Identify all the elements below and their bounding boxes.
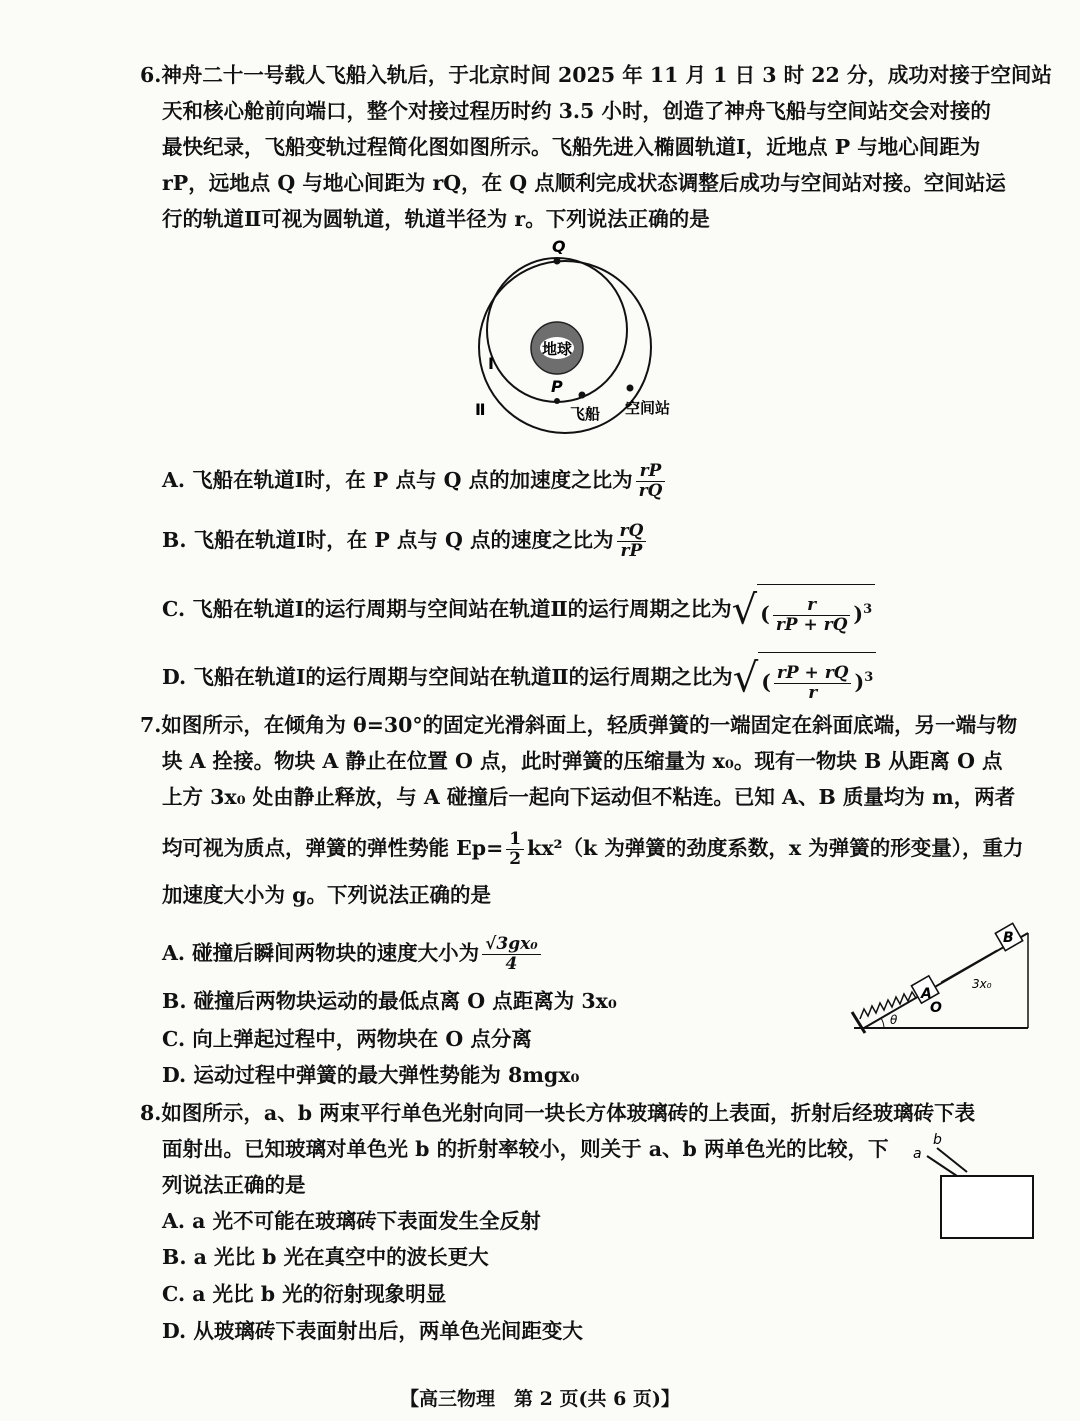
q7-stem-line-1: 7.如图所示，在倾角为 θ=30°的固定光滑斜面上，轻质弹簧的一端固定在斜面底端，另一端与物: [140, 713, 1018, 737]
spring-base-wall: [852, 1012, 865, 1033]
q7-option-c: C. 向上弹起过程中，两物块在 O 点分离: [162, 1027, 532, 1051]
q7-option-a: A. 碰撞后瞬间两物块的速度大小为 $\frac{\text{√3gx₀}}{4}$: [162, 928, 544, 978]
label-q: Q: [552, 237, 566, 256]
q7-stem-line-4: 加速度大小为 g。下列说法正确的是: [162, 883, 491, 907]
q6-option-a: A. 飞船在轨道Ⅰ时，在 P 点与 Q 点的加速度之比为 $\frac{rP}{rQ}$: [162, 458, 668, 502]
label-orbit-2: Ⅱ: [475, 400, 486, 419]
q8-stem-line-1: 8.如图所示，a、b 两束平行单色光射向同一块长方体玻璃砖的上表面，折射后经玻璃砖下表: [140, 1101, 976, 1125]
light-ray-b: [937, 1148, 967, 1172]
angle-arc: [881, 1018, 884, 1028]
q7-stem-line-3: 上方 3x₀ 处由静止释放，与 A 碰撞后一起向下运动但不粘连。已知 A、B 质量均为 m，两者: [162, 785, 1016, 809]
label-p: P: [551, 377, 563, 396]
q6-stem-line-3: 最快纪录，飞船变轨过程简化图如图所示。飞船先进入椭圆轨道Ⅰ，近地点 P 与地心间距为: [162, 135, 981, 159]
q6-stem-line-5: 行的轨道Ⅱ可视为圆轨道，轨道半径为 r。下列说法正确的是: [162, 207, 710, 231]
spaceship-dot: [579, 392, 586, 399]
label-theta: θ: [890, 1013, 898, 1027]
q6-option-b: B. 飞船在轨道Ⅰ时，在 P 点与 Q 点的速度之比为 $\frac{rQ}{rP}$: [162, 518, 649, 562]
q7-stem-line-2: 块 A 拴接。物块 A 静止在位置 O 点，此时弹簧的压缩量为 x₀。现有一物块 B 从距离 O 点: [162, 749, 1003, 773]
label-ray-b: b: [933, 1132, 942, 1148]
q8-option-c: C. a 光比 b 光的衍射现象明显: [162, 1282, 447, 1306]
q7-number: 7.: [140, 713, 162, 737]
earth-label: 地球: [541, 340, 573, 358]
q6-orbit-diagram: [460, 235, 700, 435]
glass-brick: [941, 1176, 1033, 1238]
q8-stem-line-2: 面射出。已知玻璃对单色光 b 的折射率较小，则关于 a、b 两单色光的比较，下: [162, 1137, 889, 1161]
q8-stem-line-3: 列说法正确的是: [162, 1173, 306, 1197]
label-block-b: B: [1003, 930, 1014, 946]
label-block-a: A: [921, 986, 932, 1002]
light-ray-a: [927, 1156, 957, 1176]
point-q: [554, 258, 561, 265]
q6-stem-line-1: 6.神舟二十一号载人飞船入轨后，于北京时间 2025 年 11 月 1 日 3 时 22 分，成功对接于空间站: [140, 63, 1052, 87]
q8-option-d: D. 从玻璃砖下表面射出后，两单色光间距变大: [162, 1319, 583, 1343]
label-ray-a: a: [913, 1146, 922, 1162]
q8-number: 8.: [140, 1101, 162, 1125]
page-footer: 【高三物理 第 2 页(共 6 页)】: [400, 1388, 680, 1410]
q7-option-d: D. 运动过程中弹簧的最大弹性势能为 8mgx₀: [162, 1063, 580, 1087]
q7-energy-line: 均可视为质点，弹簧的弹性势能 Ep= $\frac{1}{2}$ kx²（k 为弹簧的劲度系数，x 为弹簧的形变量），重力: [162, 829, 1024, 869]
label-spaceship: 飞船: [570, 405, 601, 423]
q6-stem-line-2: 天和核心舱前向端口，整个对接过程历时约 3.5 小时，创造了神舟飞船与空间站交会对接的: [162, 99, 991, 123]
label-o: O: [930, 1000, 942, 1016]
point-p: [554, 398, 560, 404]
label-orbit-1: Ⅰ: [488, 354, 494, 373]
q6-number: 6.: [140, 63, 162, 87]
q8-option-b: B. a 光比 b 光在真空中的波长更大: [162, 1245, 489, 1269]
space-station-dot: [627, 385, 634, 392]
q7-option-b: B. 碰撞后两物块运动的最低点离 O 点距离为 3x₀: [162, 989, 617, 1013]
label-space-station: 空间站: [625, 399, 671, 417]
q8-glass-brick-diagram: [905, 1130, 1040, 1242]
q6-stem-line-4: rP，远地点 Q 与地心间距为 rQ，在 Q 点顺利完成状态调整后成功与空间站对接。空间站运: [162, 171, 1006, 195]
q8-option-a: A. a 光不可能在玻璃砖下表面发生全反射: [162, 1209, 541, 1233]
q7-incline-diagram: [838, 912, 1038, 1034]
q6-option-c: C. 飞船在轨道Ⅰ的运行周期与空间站在轨道Ⅱ的运行周期之比为√ ( $\frac{r}{rP + rQ}$ )$^3$: [162, 584, 875, 637]
q6-option-d: D. 飞船在轨道Ⅰ的运行周期与空间站在轨道Ⅱ的运行周期之比为√ ( $\frac{rP + rQ}{r}$ )$^3$: [162, 652, 876, 705]
label-distance: 3x₀: [972, 977, 992, 991]
